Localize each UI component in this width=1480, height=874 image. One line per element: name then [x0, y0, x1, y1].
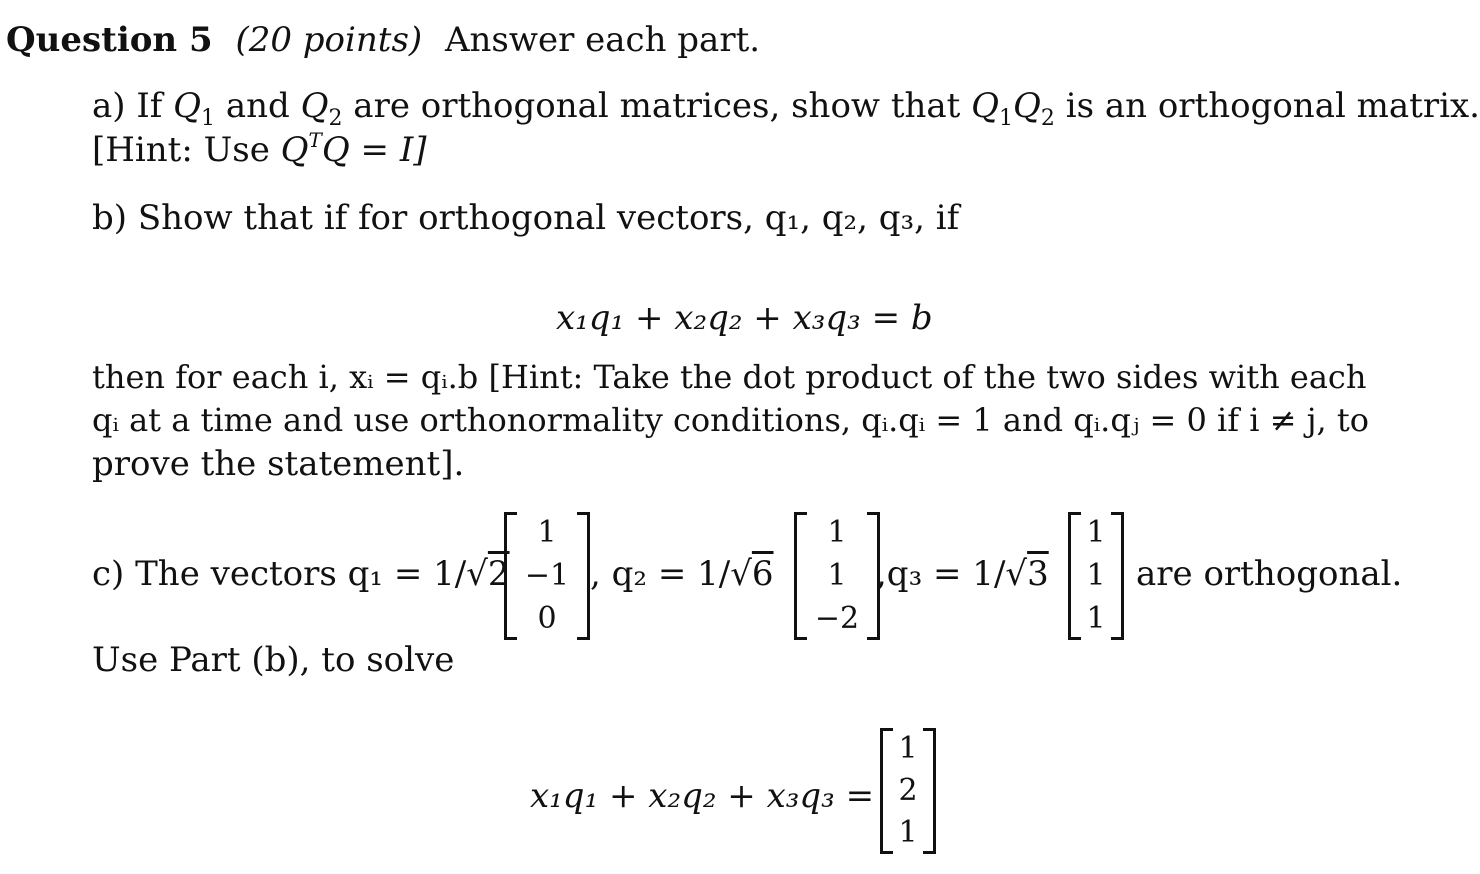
vec1-0: 1 — [537, 515, 557, 551]
part-b-equation: x₁q₁ + x₂q₂ + x₃q₃ = b — [556, 298, 933, 338]
part-b-line3: qᵢ at a time and use orthonormality conditions, qᵢ.qᵢ = 1 and qᵢ.qⱼ = 0 if i ≠ j, to — [92, 401, 1369, 439]
q1q2-sub1: 1 — [999, 106, 1014, 131]
part-a-prefix: a) If — [92, 86, 163, 126]
vector-q3 — [1068, 512, 1124, 640]
sqrt1: 2 — [487, 554, 510, 594]
part-b-line4: prove the statement]. — [92, 444, 465, 484]
vec3-2: 1 — [1086, 600, 1106, 636]
rhs-1: 2 — [898, 773, 918, 808]
question-instruction: Answer each part. — [444, 20, 761, 60]
q1q2-q2: Q — [1013, 86, 1041, 126]
q2-symbol: Q — [300, 86, 329, 126]
q3-label-text: ,q₃ = 1/ — [876, 554, 1006, 594]
rhs-vector — [880, 728, 936, 854]
vec3-1: 1 — [1086, 557, 1106, 593]
question-label: Question 5 — [6, 20, 213, 60]
part-c-suffix: are orthogonal. — [1136, 554, 1403, 594]
q1q2-sub2: 2 — [1040, 106, 1055, 131]
q1q2-q1: Q — [971, 86, 1000, 126]
final-equation: x₁q₁ + x₂q₂ + x₃q₃ = — [530, 776, 875, 816]
vec1-2: 0 — [537, 600, 557, 636]
q2-label-text: , q₂ = 1/ — [590, 554, 731, 594]
part-c-prefix: c) The vectors q₁ = 1/√2 — [92, 554, 510, 594]
vec2-1: 1 — [827, 557, 847, 593]
question-header — [6, 20, 760, 60]
rhs-2: 1 — [898, 815, 918, 850]
part-c-prefix-text: c) The vectors q₁ = 1/ — [92, 554, 467, 594]
vec2-2: −2 — [814, 600, 860, 636]
part-b-line1: b) Show that if for orthogonal vectors, q₁, q₂, q₃, if — [92, 198, 960, 238]
q2-sub: 2 — [328, 106, 343, 131]
q2-label: , q₂ = 1/√6 — [590, 554, 774, 594]
part-a-hint — [92, 130, 427, 170]
part-a-mid: are orthogonal matrices, show that — [353, 86, 961, 126]
q1-sub: 1 — [201, 106, 216, 131]
q3-label: ,q₃ = 1/√3 — [876, 554, 1049, 594]
rhs-0: 1 — [898, 731, 918, 766]
vec2-0: 1 — [827, 515, 847, 551]
q1-symbol: Q — [173, 86, 202, 126]
vec3-0: 1 — [1086, 515, 1106, 551]
sqrt2: 6 — [751, 554, 774, 594]
hint-q: Q — [280, 130, 309, 170]
part-a-and: and — [225, 86, 290, 126]
hint-rest: Q = I] — [321, 130, 427, 170]
part-a-end: is an orthogonal matrix. — [1065, 86, 1480, 126]
part-c-use-line: Use Part (b), to solve — [92, 640, 455, 680]
vec1-1: −1 — [524, 557, 570, 593]
hint-prefix: [Hint: Use — [92, 130, 270, 170]
question-points: (20 points) — [235, 20, 423, 60]
sqrt3: 3 — [1027, 554, 1049, 594]
hint-sup: T — [308, 128, 322, 152]
vector-q2 — [794, 512, 880, 640]
vector-q1 — [504, 512, 590, 640]
part-a-line1 — [92, 86, 1480, 131]
part-b-line2: then for each i, xᵢ = qᵢ.b [Hint: Take the dot product of the two sides with each — [92, 358, 1367, 396]
